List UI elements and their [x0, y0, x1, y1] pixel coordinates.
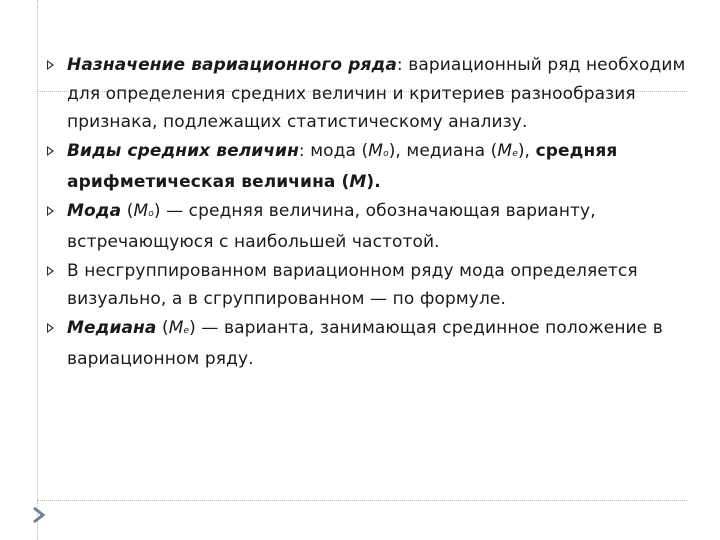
- bullet-item-types: [44, 137, 694, 197]
- bullet-item-mode-method: [44, 257, 694, 314]
- bullet-item-purpose: [44, 51, 694, 137]
- bullet-text: ),: [517, 140, 536, 161]
- triangle-right-icon: [47, 266, 54, 276]
- mean-symbol: M: [349, 172, 367, 192]
- bullet-text: ) — варианта, занимающая срединное положение в вариационном ряду.: [67, 317, 663, 369]
- bullet-text: (: [156, 317, 169, 338]
- bullet-text: (: [121, 200, 134, 221]
- bullet-text: ), медиана (: [388, 140, 498, 161]
- mode-symbol: M: [368, 140, 384, 161]
- mode-subscript: o: [148, 208, 154, 219]
- triangle-right-icon: [47, 60, 54, 70]
- triangle-right-icon: [47, 323, 54, 333]
- bullet-term: Медиана: [67, 317, 157, 338]
- bullet-term: Виды средних величин: [67, 140, 299, 161]
- bullet-text: ) — средняя величина, обозначающая варианту, встречающуюся с наибольшей частотой.: [67, 200, 596, 252]
- bullet-item-median: [44, 314, 694, 374]
- median-symbol: M: [168, 317, 184, 338]
- bullet-bold-text: средняя арифметическая величина (: [67, 140, 618, 192]
- median-subscript: e: [512, 148, 518, 159]
- bullet-bold-text: ).: [366, 172, 381, 192]
- bullet-text: : вариационный ряд необходим для определения средних величин и критериев разнообразия признака, подлежащих статистическому анализу.: [67, 55, 686, 132]
- triangle-right-icon: [47, 206, 54, 216]
- chevron-right-icon[interactable]: [30, 505, 50, 525]
- bullet-item-mode: [44, 197, 694, 257]
- median-subscript: e: [183, 325, 190, 336]
- bullet-term: Мода: [67, 200, 122, 221]
- triangle-right-icon: [47, 146, 54, 156]
- mode-symbol: M: [133, 200, 149, 221]
- bullet-list: [44, 51, 694, 374]
- bottom-dotted-rule: [37, 500, 687, 501]
- bullet-text: : мода (: [298, 140, 369, 161]
- median-symbol: M: [497, 140, 513, 161]
- mode-subscript: o: [383, 148, 389, 159]
- left-dotted-rule: [37, 0, 38, 540]
- bullet-text: В несгруппированном вариационном ряду мода определяется визуально, а в сгруппированном — по формуле.: [67, 260, 638, 309]
- bullet-term: Назначение вариационного ряда: [67, 55, 397, 75]
